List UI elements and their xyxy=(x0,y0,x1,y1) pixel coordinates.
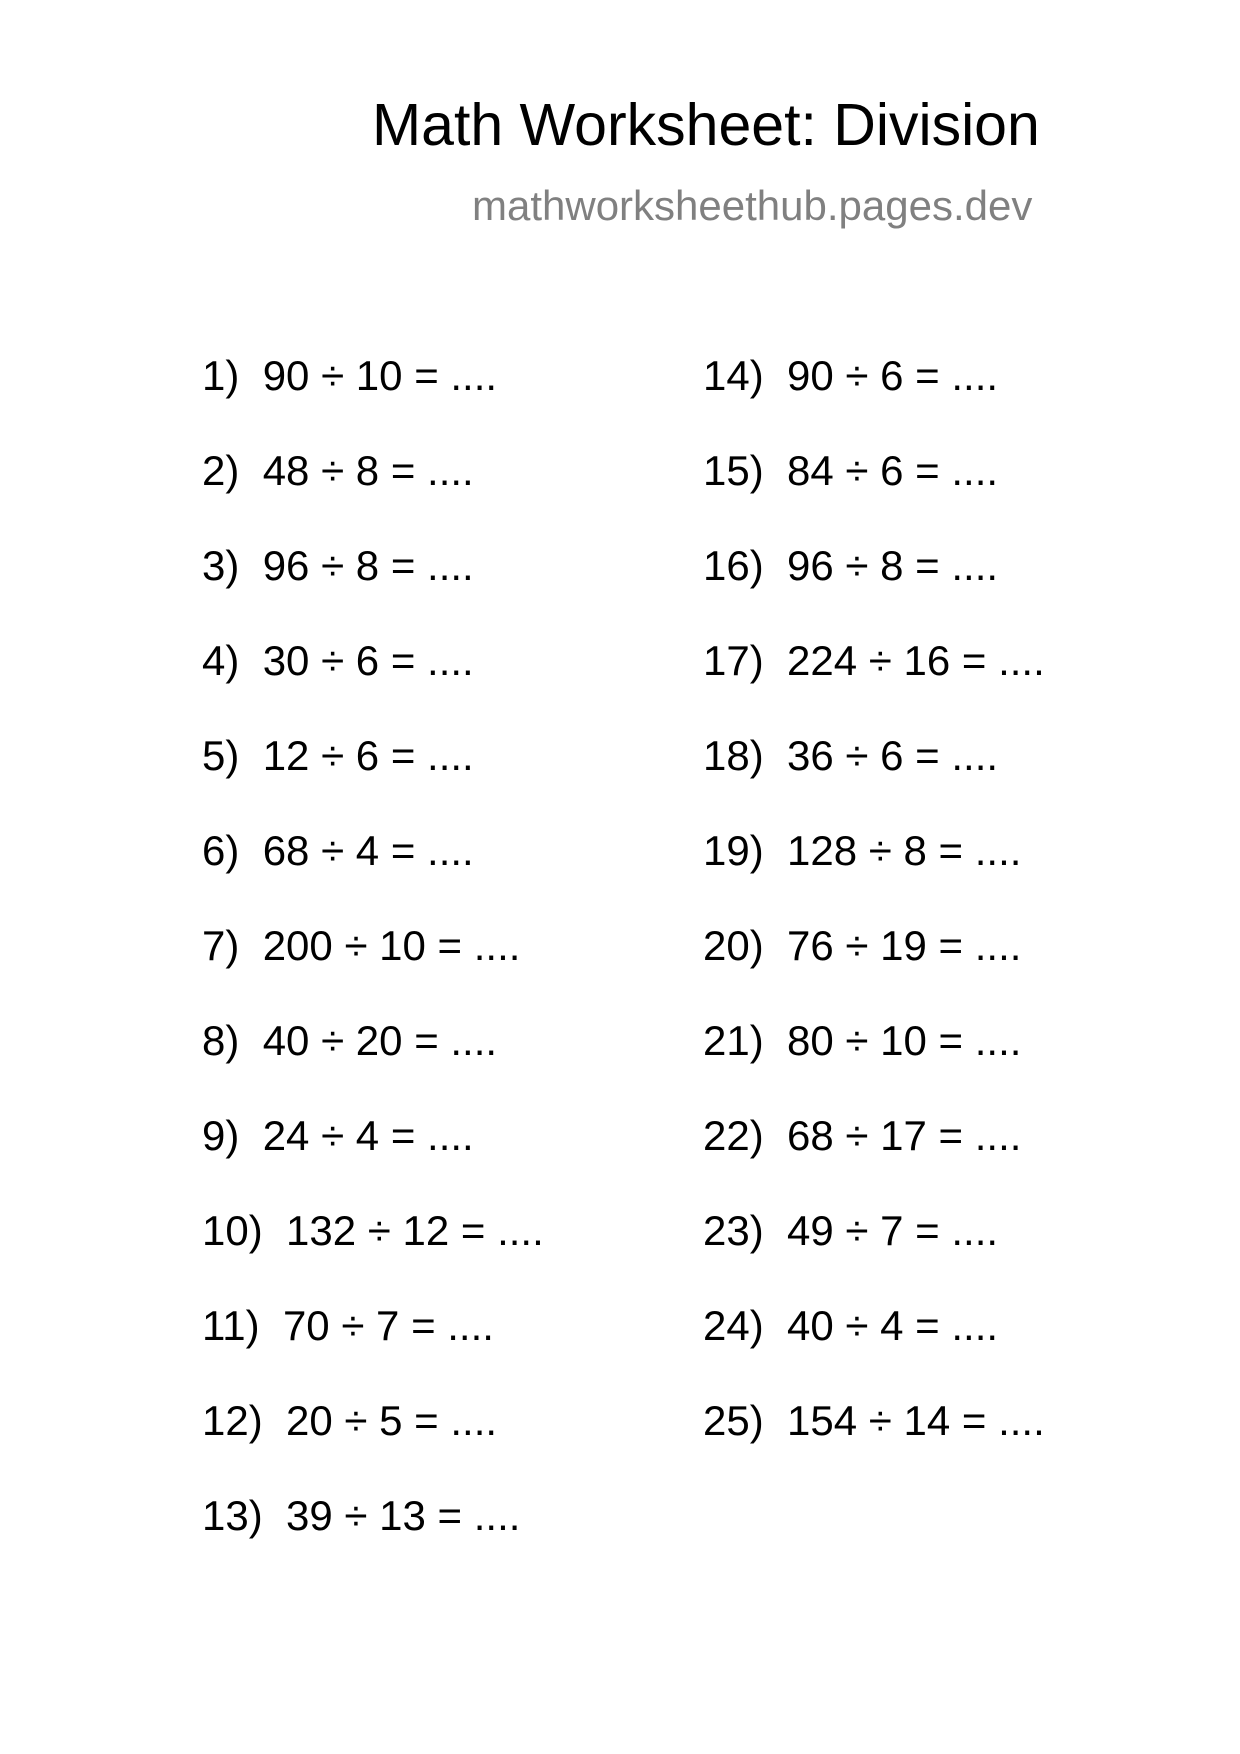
problem-expression: 90 ÷ 10 = .... xyxy=(262,352,498,399)
problem-item xyxy=(202,1017,544,1112)
problem-item xyxy=(703,1397,1045,1492)
problem-expression: 68 ÷ 17 = .... xyxy=(787,1112,1022,1159)
problem-item xyxy=(202,352,544,447)
problem-number: 10) xyxy=(202,1207,263,1254)
problem-expression: 76 ÷ 19 = .... xyxy=(787,922,1022,969)
problem-expression: 154 ÷ 14 = .... xyxy=(787,1397,1045,1444)
problem-expression: 48 ÷ 8 = .... xyxy=(262,447,474,494)
problem-item xyxy=(703,732,1045,827)
problem-expression: 224 ÷ 16 = .... xyxy=(787,637,1045,684)
problem-number: 19) xyxy=(703,827,764,874)
problem-item xyxy=(202,1397,544,1492)
problem-item xyxy=(703,352,1045,447)
problem-item xyxy=(703,447,1045,542)
problem-item xyxy=(703,1017,1045,1112)
problem-item xyxy=(202,1207,544,1302)
problem-number: 20) xyxy=(703,922,764,969)
problem-expression: 128 ÷ 8 = .... xyxy=(787,827,1022,874)
problem-expression: 90 ÷ 6 = .... xyxy=(787,352,999,399)
problem-number: 4) xyxy=(202,637,240,684)
problem-number: 8) xyxy=(202,1017,240,1064)
page-title: Math Worksheet: Division xyxy=(372,92,1040,158)
problem-item xyxy=(202,732,544,827)
problem-number: 21) xyxy=(703,1017,764,1064)
problem-number: 25) xyxy=(703,1397,764,1444)
problem-item xyxy=(202,1302,544,1397)
problem-number: 14) xyxy=(703,352,764,399)
problem-number: 6) xyxy=(202,827,240,874)
problem-item xyxy=(703,542,1045,637)
problem-item xyxy=(703,827,1045,922)
problem-number: 7) xyxy=(202,922,240,969)
problem-expression: 49 ÷ 7 = .... xyxy=(787,1207,999,1254)
problem-item xyxy=(202,1112,544,1207)
problem-expression: 24 ÷ 4 = .... xyxy=(262,1112,474,1159)
problem-expression: 68 ÷ 4 = .... xyxy=(262,827,474,874)
problem-item xyxy=(703,1112,1045,1207)
problem-expression: 96 ÷ 8 = .... xyxy=(262,542,474,589)
problem-item xyxy=(202,637,544,732)
problem-expression: 84 ÷ 6 = .... xyxy=(787,447,999,494)
problem-expression: 132 ÷ 12 = .... xyxy=(286,1207,544,1254)
problem-column-right xyxy=(703,352,1045,1492)
site-url: mathworksheethub.pages.dev xyxy=(472,182,1033,229)
problem-item xyxy=(703,1207,1045,1302)
problem-item xyxy=(703,637,1045,732)
problem-number: 12) xyxy=(202,1397,263,1444)
problem-number: 2) xyxy=(202,447,240,494)
problem-expression: 96 ÷ 8 = .... xyxy=(787,542,999,589)
problem-expression: 20 ÷ 5 = .... xyxy=(286,1397,498,1444)
problem-number: 23) xyxy=(703,1207,764,1254)
problem-expression: 200 ÷ 10 = .... xyxy=(262,922,521,969)
problem-number: 11) xyxy=(202,1302,260,1349)
problem-number: 24) xyxy=(703,1302,764,1349)
problem-number: 17) xyxy=(703,637,764,684)
problem-item xyxy=(703,922,1045,1017)
problem-item xyxy=(202,827,544,922)
problem-item xyxy=(703,1302,1045,1397)
problem-item xyxy=(202,447,544,542)
problem-expression: 12 ÷ 6 = .... xyxy=(262,732,474,779)
problem-expression: 30 ÷ 6 = .... xyxy=(262,637,474,684)
problem-expression: 80 ÷ 10 = .... xyxy=(787,1017,1022,1064)
problem-expression: 40 ÷ 20 = .... xyxy=(262,1017,498,1064)
problem-expression: 36 ÷ 6 = .... xyxy=(787,732,999,779)
problem-number: 5) xyxy=(202,732,240,779)
problem-item xyxy=(202,542,544,637)
problem-column-left xyxy=(202,352,544,1587)
problem-expression: 70 ÷ 7 = .... xyxy=(282,1302,494,1349)
problem-number: 1) xyxy=(202,352,240,399)
problem-number: 9) xyxy=(202,1112,240,1159)
problem-number: 18) xyxy=(703,732,764,779)
problem-number: 16) xyxy=(703,542,764,589)
problem-number: 3) xyxy=(202,542,240,589)
problem-number: 13) xyxy=(202,1492,263,1539)
problem-number: 15) xyxy=(703,447,764,494)
problem-expression: 39 ÷ 13 = .... xyxy=(286,1492,521,1539)
problem-item xyxy=(202,1492,544,1587)
problem-expression: 40 ÷ 4 = .... xyxy=(787,1302,999,1349)
problem-number: 22) xyxy=(703,1112,764,1159)
problem-item xyxy=(202,922,544,1017)
